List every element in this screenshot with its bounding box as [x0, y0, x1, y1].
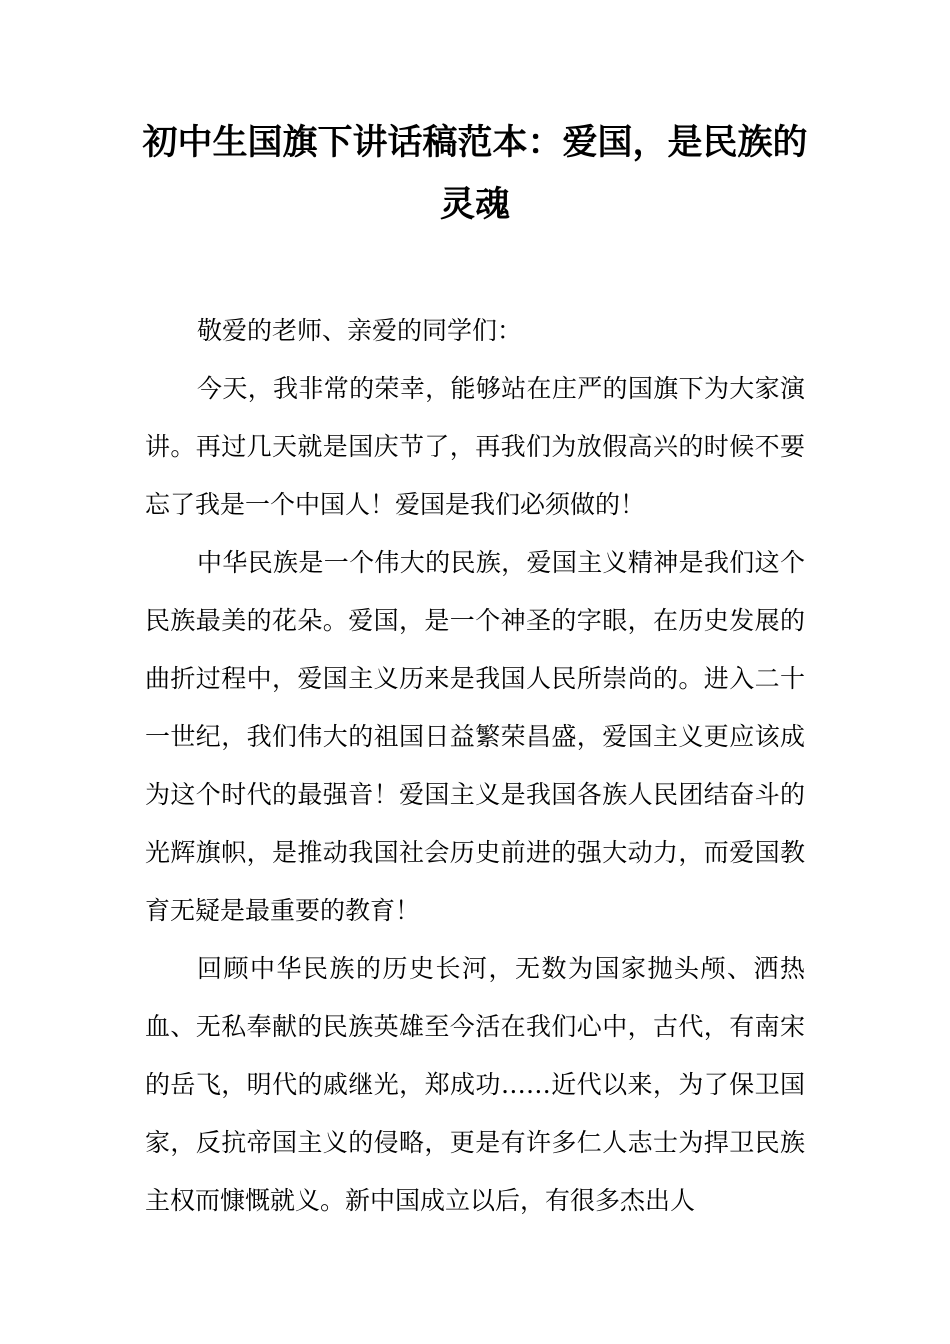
paragraph-greeting: 敬爱的老师、亲爱的同学们：	[197, 316, 523, 345]
document-body	[145, 302, 805, 1230]
paragraph: 中华民族是一个伟大的民族，爱国主义精神是我们这个民族最美的花朵。爱国，是一个神圣的字眼，在历史发展的曲折过程中，爱国主义历来是我国人民所崇尚的。进入二十一世纪，我们伟大的祖国日益繁荣昌盛，爱国主义更应该成为这个时代的最强音！爱国主义是我国各族人民团结奋斗的光辉旗帜，是推动我国社会历史前进的强大动力，而爱国教育无疑是最重要的教育！	[145, 548, 805, 925]
paragraph: 今天，我非常的荣幸，能够站在庄严的国旗下为大家演讲。再过几天就是国庆节了，再我们为放假高兴的时候不要忘了我是一个中国人！爱国是我们必须做的！	[145, 374, 805, 519]
paragraph: 回顾中华民族的历史长河，无数为国家抛头颅、洒热血、无私奉献的民族英雄至今活在我们心中，古代，有南宋的岳飞，明代的戚继光，郑成功……近代以来，为了保卫国家，反抗帝国主义的侵略，更是有许多仁人志士为捍卫民族主权而慷慨就义。新中国成立以后，有很多杰出人	[145, 954, 805, 1215]
document-title: 初中生国旗下讲话稿范本：爱国，是民族的灵魂	[142, 123, 808, 225]
